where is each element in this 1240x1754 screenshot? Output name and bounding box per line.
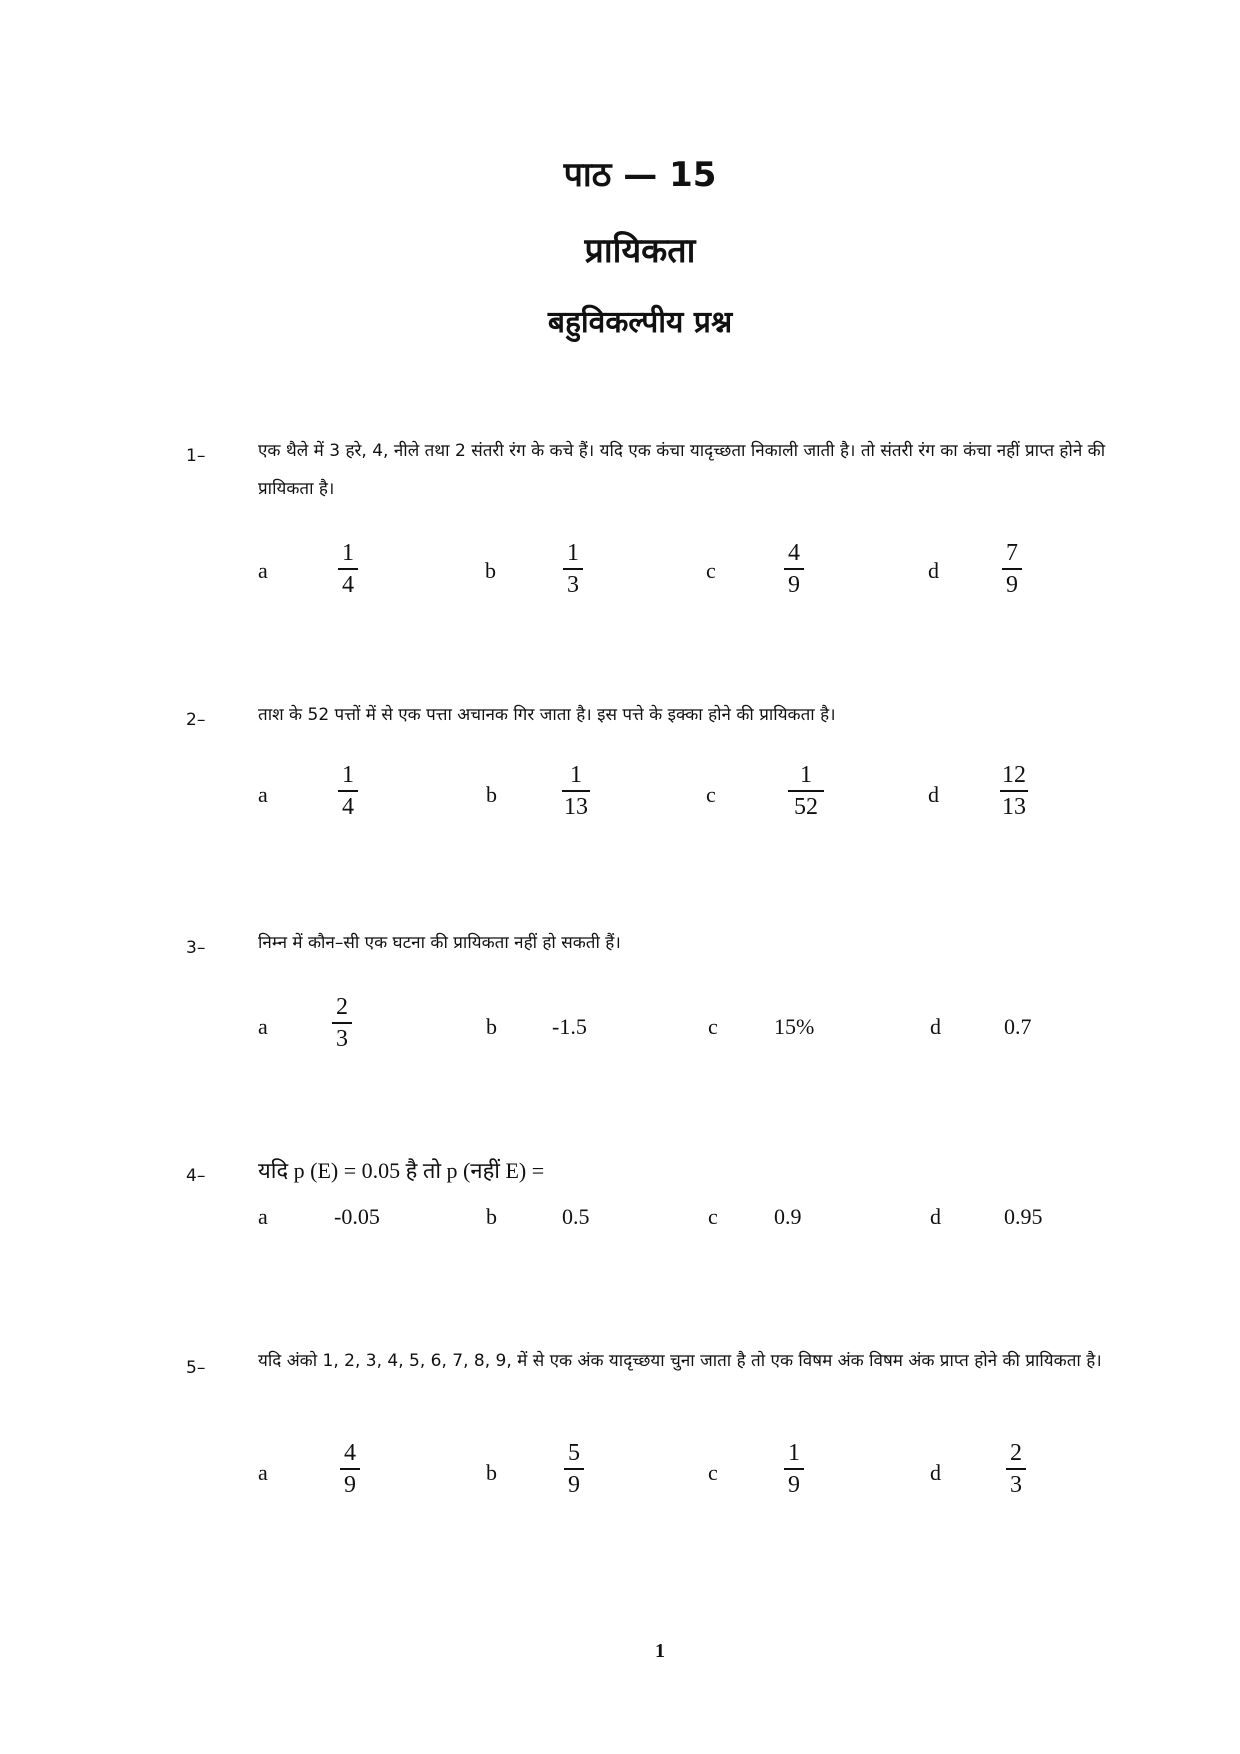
option-value: 0.95 [1004, 1204, 1043, 1229]
option-label: d [928, 782, 939, 807]
fraction [1000, 760, 1028, 822]
numerator: 2 [336, 994, 348, 1020]
option-label: d [930, 1204, 941, 1229]
denominator: 9 [344, 1471, 356, 1498]
option-label: b [485, 558, 496, 583]
option-label: c [708, 1460, 718, 1485]
fraction [338, 538, 358, 600]
fraction [340, 1438, 360, 1500]
numerator: 1 [342, 540, 354, 566]
option-value: 0.9 [774, 1204, 802, 1229]
question-text: एक थैले में 3 हरे, 4, नीले तथा 2 संतरी रंग के कचे हैं। यदि एक कंचा यादृच्छता निकाली जाती है। तो संतरी रंग का कंचा नहीं प्राप्त होने की प्रायिकता है। [258, 441, 1106, 499]
denominator: 13 [564, 793, 588, 820]
question-text: ताश के 52 पत्तों में से एक पत्ता अचानक गिर जाता है। इस पत्ते के इक्का होने की प्रायिकता है। [258, 705, 836, 725]
fraction [1002, 538, 1022, 600]
denominator: 4 [342, 571, 354, 598]
fraction [338, 760, 358, 822]
options-row [258, 1200, 1138, 1240]
section-heading: बहुविकल्पीय प्रश्न [547, 305, 733, 340]
denominator: 9 [1006, 571, 1018, 598]
denominator: 9 [788, 1471, 800, 1498]
fraction [788, 760, 824, 822]
option-label: c [708, 1204, 718, 1229]
options-row [258, 992, 1138, 1062]
options-row [258, 760, 1138, 830]
question-text: यदि अंको 1, 2, 3, 4, 5, 6, 7, 8, 9, में से एक अंक यादृच्छया चुना जाता है तो एक विषम अंक विषम अंक प्राप्त होने की प्रायिकता है। [258, 1351, 1102, 1371]
chapter-heading: पाठ — 15 [563, 155, 717, 195]
numerator: 7 [1006, 540, 1018, 566]
option-label: b [486, 782, 497, 807]
option-label: a [258, 782, 268, 807]
question-number: 1– [186, 446, 206, 466]
question-text: यदि p (E) = 0.05 है तो p (नहीं E) = [258, 1158, 545, 1183]
fraction [563, 538, 583, 600]
option-label: d [930, 1460, 941, 1485]
denominator: 9 [788, 571, 800, 598]
numerator: 1 [567, 540, 579, 566]
option-label: b [486, 1460, 497, 1485]
numerator: 1 [570, 762, 582, 788]
option-label: a [258, 1460, 268, 1485]
denominator: 52 [794, 793, 818, 820]
option-label: c [706, 782, 716, 807]
denominator: 3 [1010, 1471, 1022, 1498]
option-value: 0.5 [562, 1204, 590, 1229]
numerator: 1 [342, 762, 354, 788]
fraction [332, 992, 352, 1054]
numerator: 1 [788, 1440, 800, 1466]
question-number: 5– [186, 1358, 206, 1378]
denominator: 4 [342, 793, 354, 820]
fraction [784, 1438, 804, 1500]
option-label: a [258, 1204, 268, 1229]
numerator: 4 [788, 540, 800, 566]
option-value: 15% [774, 1014, 815, 1039]
question-text: निम्न में कौन–सी एक घटना की प्रायिकता नहीं हो सकती हैं। [258, 933, 621, 953]
fraction [784, 538, 804, 600]
denominator: 3 [567, 571, 579, 598]
denominator: 3 [336, 1025, 348, 1052]
topic-heading: प्रायिकता [584, 231, 696, 271]
denominator: 9 [568, 1471, 580, 1498]
option-label: b [486, 1204, 497, 1229]
numerator: 4 [344, 1440, 356, 1466]
option-label: c [706, 558, 716, 583]
option-label: d [928, 558, 939, 583]
options-row [258, 1438, 1138, 1508]
question-number: 3– [186, 938, 206, 958]
options-row [258, 538, 1138, 608]
denominator: 13 [1002, 793, 1026, 820]
question-number: 4– [186, 1166, 206, 1186]
numerator: 12 [1002, 762, 1026, 788]
option-value: -1.5 [552, 1014, 587, 1039]
fraction [562, 760, 590, 822]
question-number: 2– [186, 710, 206, 730]
option-label: d [930, 1014, 941, 1039]
option-value: -0.05 [334, 1204, 380, 1229]
option-label: a [258, 558, 268, 583]
fraction [1006, 1438, 1026, 1500]
fraction [564, 1438, 584, 1500]
option-value: 0.7 [1004, 1014, 1032, 1039]
numerator: 2 [1010, 1440, 1022, 1466]
numerator: 5 [568, 1440, 580, 1466]
numerator: 1 [800, 762, 812, 788]
option-label: a [258, 1014, 268, 1039]
page-number: 1 [655, 1640, 665, 1662]
option-label: c [708, 1014, 718, 1039]
option-label: b [486, 1014, 497, 1039]
